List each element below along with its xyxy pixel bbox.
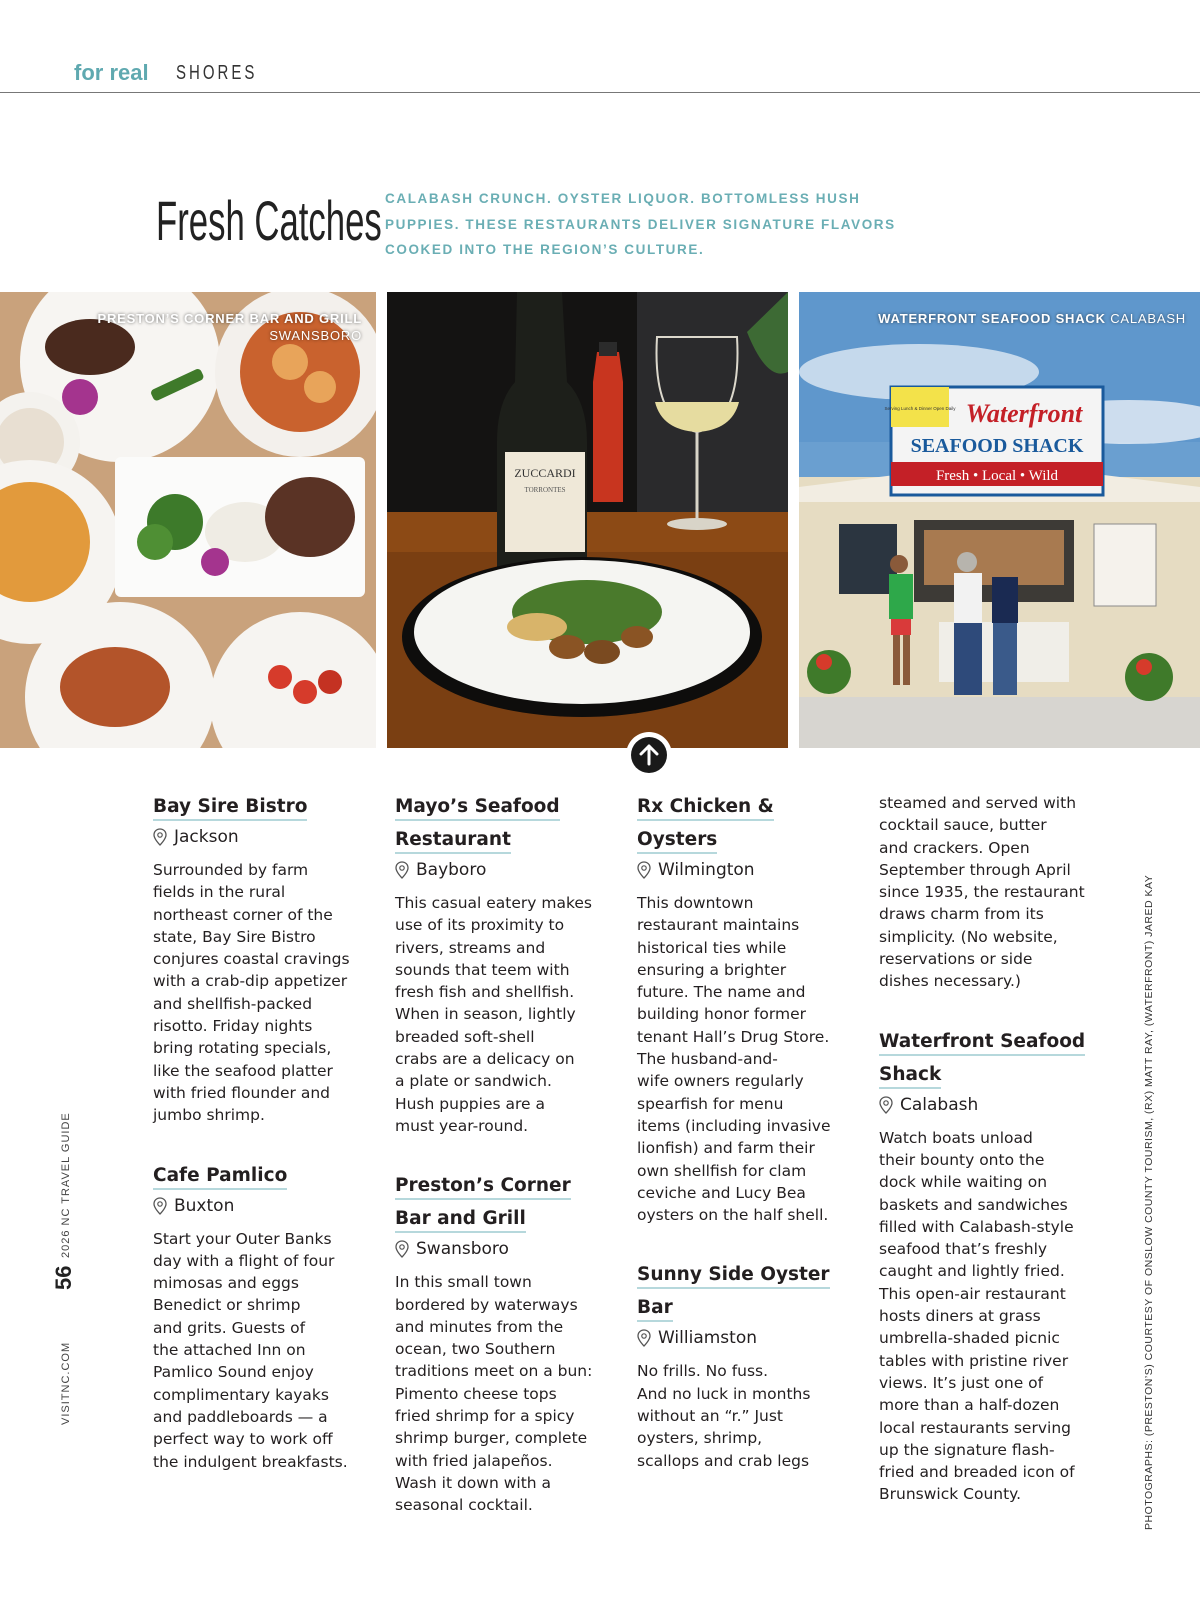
restaurant-description: Surrounded by farm fields in the rural northeast corner of the state, Bay Sire Bistro conjures coastal cravings with a crab-dip appetizer and shellfish-packed risotto. Friday nights bring rotating specials, like the seafood platter with fried flounder and jumbo shrimp. [153, 861, 350, 1125]
restaurant-location [637, 858, 835, 882]
restaurant-description: No frills. No fuss. And no luck in months without an “r.” Just oysters, shrimp, scallops and crab legs [637, 1362, 811, 1470]
restaurant-location [637, 1326, 835, 1350]
article-column-4 [879, 792, 1089, 1538]
map-pin-icon [153, 1197, 167, 1215]
map-pin-icon [879, 1096, 893, 1114]
restaurant-location [395, 858, 593, 882]
restaurant-description: This downtown restaurant maintains historical ties while ensuring a brighter future. The name and building honor former tenant Hall’s Drug Store. The husband-and- wife owners regularly spearfish for menu items (including invasive lionfish) and farm their own shellfish for clam ceviche and Lucy Bea oysters on the half shell. [637, 894, 831, 1225]
photo-rx [387, 292, 788, 748]
restaurant-name: Cafe Pamlico [153, 1159, 351, 1192]
brand-logo: for real [74, 60, 149, 85]
restaurant-location [153, 1194, 351, 1218]
location-text: Calabash [900, 1094, 979, 1115]
restaurant-name: Mayo’s Seafood Restaurant [395, 790, 593, 856]
seafood-shack-illustration [799, 292, 1200, 748]
location-text: Wilmington [658, 860, 755, 880]
restaurant-location [879, 1093, 1089, 1117]
arrow-up-icon [631, 737, 667, 773]
food-spread-illustration [0, 292, 376, 748]
location-text: Bayboro [416, 860, 487, 880]
location-text: Buxton [174, 1195, 235, 1216]
photo-caption-waterfront: WATERFRONT SEAFOOD SHACK CALABASH [878, 311, 1186, 326]
restaurant-location [153, 825, 351, 849]
photo-waterfront [799, 292, 1200, 748]
article-column-2 [395, 790, 593, 1549]
location-text: Jackson [174, 827, 239, 847]
map-pin-icon [637, 861, 651, 879]
location-text: Swansboro [416, 1239, 509, 1260]
sign-hours-text: Serving Lunch & Dinner Open Daily [884, 406, 956, 411]
sign-title-text: Waterfront [965, 399, 1083, 428]
map-pin-icon [637, 1329, 651, 1347]
wine-plate-illustration [387, 292, 788, 748]
restaurant-location [395, 1237, 593, 1261]
article-dek: CALABASH CRUNCH. OYSTER LIQUOR. BOTTOMLESS HUSH PUPPIES. THESE RESTAURANTS DELIVER SIGNATURE FLAVORS COOKED INTO THE REGION’S CULTURE. [385, 191, 896, 257]
sign-sub-text: SEAFOOD SHACK [910, 435, 1084, 457]
guide-name: 2026 NC TRAVEL GUIDE [60, 1112, 72, 1258]
article-column-3 [637, 790, 835, 1504]
section-name: SHORES [176, 62, 258, 84]
location-text: Williamston [658, 1328, 758, 1349]
map-pin-icon [395, 1240, 409, 1258]
page-number: 56 [51, 1265, 76, 1290]
map-pin-icon [395, 861, 409, 879]
website-link[interactable]: VISITNC.COM [60, 1341, 72, 1425]
page-header [0, 0, 1200, 93]
article-title: Fresh Catches [156, 189, 382, 252]
restaurant-name: Bay Sire Bistro [153, 790, 351, 823]
restaurant-description: This casual eatery makes use of its proximity to rivers, streams and sounds that teem with fresh fish and shellfish. When in season, lightly breaded soft-shell crabs are a delicacy on a plate or sandwich. Hush puppies are a must year-round. [395, 894, 593, 1135]
scroll-top-button[interactable] [626, 732, 672, 778]
photo-caption-prestons: PRESTON’S CORNER BAR AND GRILL SWANSBORO [97, 311, 362, 343]
restaurant-name: Waterfront Seafood Shack [879, 1025, 1089, 1091]
restaurant-name: Preston’s Corner Bar and Grill [395, 1169, 593, 1235]
wine-label-text: ZUCCARDI [514, 466, 576, 480]
photo-credit: PHOTOGRAPHS: (PRESTON’S) COURTESY OF ONSLOW COUNTY TOURISM, (RX) MATT RAY, (WATERFRONT) JARED KAY [1143, 874, 1155, 1530]
restaurant-description: In this small town bordered by waterways and minutes from the ocean, two Southern traditions meet on a bun: Pimento cheese tops fried shrimp for a spicy shrimp burger, complete with fried jalapeños. Wash it down with a seasonal cocktail. [395, 1273, 593, 1515]
wine-sub-text: TORRONTES [524, 486, 566, 494]
restaurant-name: Sunny Side Oyster Bar [637, 1258, 835, 1324]
restaurant-description: Start your Outer Banks day with a flight of four mimosas and eggs Benedict or shrimp and grits. Guests of the attached Inn on Pamlico Sound enjoy complimentary kayaks and paddleboards — a perfect way to work off the indulgent breakfasts. [153, 1229, 348, 1471]
restaurant-description-continued: steamed and served with cocktail sauce, butter and crackers. Open September through April since 1935, the restaurant draws charm from its simplicity. (No website, reservations or side dishes necessary.) [879, 794, 1085, 991]
sign-tag-text: Fresh • Local • Wild [935, 468, 1059, 484]
article-column-1 [153, 790, 351, 1505]
restaurant-description: Watch boats unload their bounty onto the dock while waiting on baskets and sandwiches filled with Calabash-style seafood that’s freshly caught and lightly fried. This open-air restaurant hosts diners at grass umbrella-shaded picnic tables with pristine river views. It’s just one of more than a half-dozen local restaurants serving up the signature flash- fried and breaded icon of Brunswick County. [879, 1128, 1075, 1504]
map-pin-icon [153, 828, 167, 846]
restaurant-name: Rx Chicken & Oysters [637, 790, 835, 856]
photo-prestons [0, 292, 376, 748]
